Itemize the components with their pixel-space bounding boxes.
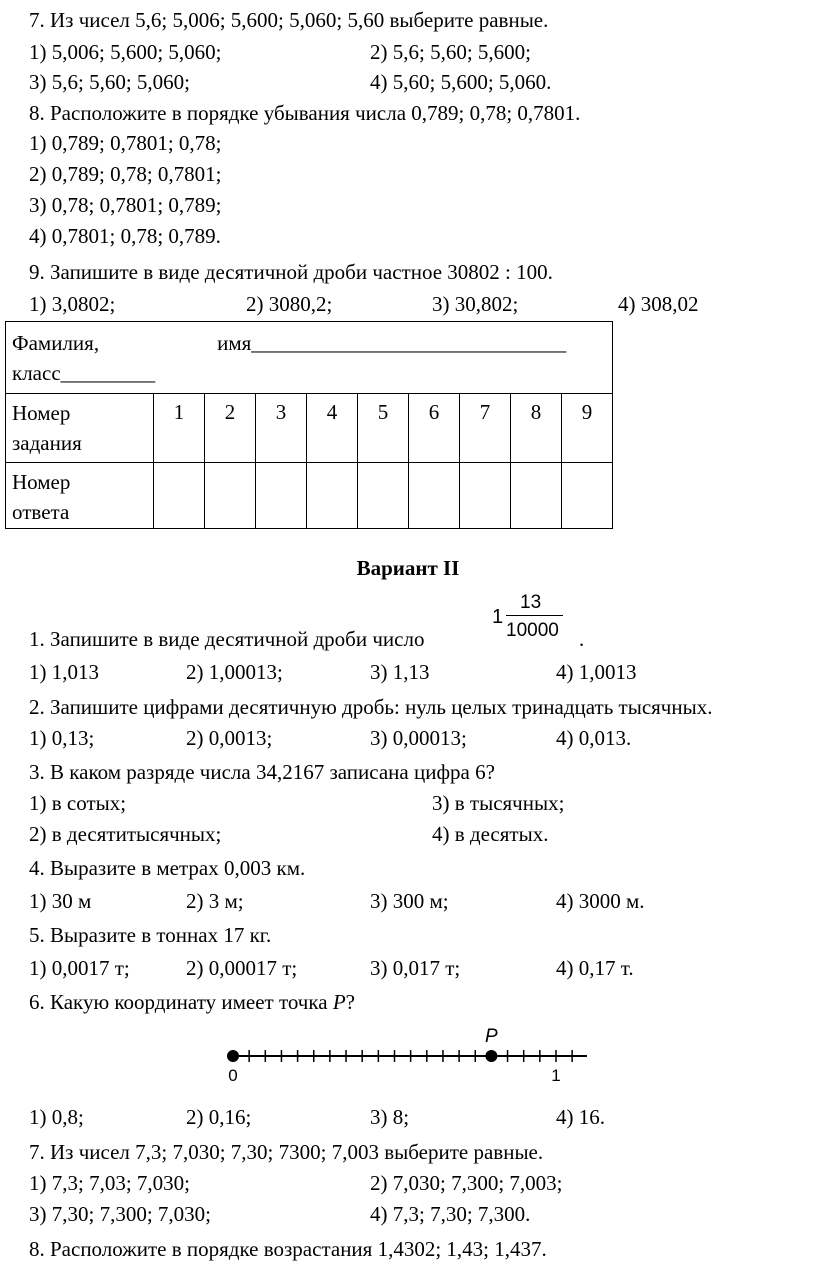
task-number-cell: 5 <box>358 394 409 463</box>
v2-q7-answer-4: 4) 7,3; 7,30; 7,300. <box>370 1202 531 1226</box>
v2-q4-answer-1: 1) 30 м <box>29 889 92 913</box>
v1-q7-answer-1: 1) 5,006; 5,600; 5,060; <box>29 40 222 64</box>
v2-q7-answer-3: 3) 7,30; 7,300; 7,030; <box>29 1202 211 1226</box>
answer-table <box>5 321 613 529</box>
v2-q1-answer-4: 4) 1,0013 <box>556 660 637 684</box>
v2-q4-text: 4. Выразите в метрах 0,003 км. <box>29 856 306 880</box>
v2-q5-answer-3: 3) 0,017 т; <box>370 956 461 980</box>
v2-q2-answer-4: 4) 0,013. <box>556 726 632 750</box>
answer-cell[interactable] <box>307 463 358 529</box>
answer-table-header <box>6 322 613 394</box>
v2-q7-answer-1: 1) 7,3; 7,03; 7,030; <box>29 1171 190 1195</box>
number-line <box>215 1018 595 1088</box>
label-zero: 0 <box>228 1066 238 1085</box>
answer-cell[interactable] <box>409 463 460 529</box>
v2-q5-answer-1: 1) 0,0017 т; <box>29 956 130 980</box>
v2-q6-answer-2: 2) 0,16; <box>186 1105 252 1129</box>
v2-q3-answer-2: 2) в десятитысячных; <box>29 822 222 846</box>
v1-q9-answer-2: 2) 3080,2; <box>246 292 333 316</box>
v1-q7-answer-2: 2) 5,6; 5,60; 5,600; <box>370 40 531 64</box>
v2-q6-answer-4: 4) 16. <box>556 1105 605 1129</box>
answer-cell[interactable] <box>562 463 613 529</box>
task-number-cell: 7 <box>460 394 511 463</box>
v2-q6-answer-1: 1) 0,8; <box>29 1105 84 1129</box>
v2-q3-answer-4: 4) в десятых. <box>432 822 549 846</box>
task-number-cell: 6 <box>409 394 460 463</box>
v2-q6-text: 6. Какую координату имеет точка P? <box>29 990 355 1014</box>
v1-q8-answer-3: 3) 0,78; 0,7801; 0,789; <box>29 193 222 217</box>
v2-q5-answer-2: 2) 0,00017 т; <box>186 956 298 980</box>
v2-q2-text: 2. Запишите цифрами десятичную дробь: нуль целых тринадцать тысячных. <box>29 695 713 719</box>
v2-q4-answer-4: 4) 3000 м. <box>556 889 645 913</box>
v1-q7-answer-4: 4) 5,60; 5,600; 5,060. <box>370 70 552 94</box>
v2-q5-answer-4: 4) 0,17 т. <box>556 956 634 980</box>
point-name: P <box>332 990 346 1014</box>
v1-q7-answer-3: 3) 5,6; 5,60; 5,060; <box>29 70 190 94</box>
v2-q3-answer-3: 3) в тысячных; <box>432 791 565 815</box>
fraction-numerator: 13 <box>520 592 542 613</box>
label-one: 1 <box>551 1066 561 1085</box>
v2-q5-text: 5. Выразите в тоннах 17 кг. <box>29 923 272 947</box>
v2-q7-text: 7. Из чисел 7,3; 7,030; 7,30; 7300; 7,003 выберите равные. <box>29 1140 544 1164</box>
answer-cell[interactable] <box>460 463 511 529</box>
answer-cell[interactable] <box>358 463 409 529</box>
mixed-fraction <box>490 592 570 646</box>
task-number-cell: 9 <box>562 394 613 463</box>
v2-q2-answer-2: 2) 0,0013; <box>186 726 273 750</box>
v1-q9-answer-3: 3) 30,802; <box>432 292 519 316</box>
v2-q2-answer-1: 1) 0,13; <box>29 726 95 750</box>
v1-q9-answer-1: 1) 3,0802; <box>29 292 116 316</box>
class-label: класс_________ <box>12 361 156 385</box>
v1-q8-answer-4: 4) 0,7801; 0,78; 0,789. <box>29 224 221 248</box>
answer-cell[interactable] <box>154 463 205 529</box>
task-number-cell: 1 <box>154 394 205 463</box>
v2-q4-answer-2: 2) 3 м; <box>186 889 244 913</box>
v2-q1-answer-2: 2) 1,00013; <box>186 660 283 684</box>
fraction-denominator: 10000 <box>506 620 559 641</box>
surname-label: Фамилия, <box>12 331 100 355</box>
task-number-cell: 8 <box>511 394 562 463</box>
v1-q8-answer-1: 1) 0,789; 0,7801; 0,78; <box>29 131 222 155</box>
point-p <box>485 1050 497 1062</box>
name-label: имя______________________________ <box>217 331 567 355</box>
v1-q8-answer-2: 2) 0,789; 0,78; 0,7801; <box>29 162 222 186</box>
answer-cell[interactable] <box>511 463 562 529</box>
task-numbers-row <box>6 394 613 463</box>
v2-q1-answer-3: 3) 1,13 <box>370 660 430 684</box>
v2-q3-text: 3. В каком разряде числа 34,2167 записана цифра 6? <box>29 760 495 784</box>
v2-q1-answer-1: 1) 1,013 <box>29 660 99 684</box>
answer-cell[interactable] <box>205 463 256 529</box>
v2-q6-answer-3: 3) 8; <box>370 1105 410 1129</box>
answer-cell[interactable] <box>256 463 307 529</box>
v2-q7-answer-2: 2) 7,030; 7,300; 7,003; <box>370 1171 563 1195</box>
task-number-cell: 2 <box>205 394 256 463</box>
v2-q2-answer-3: 3) 0,00013; <box>370 726 467 750</box>
answer-number-label: Номер ответа <box>6 463 154 529</box>
v1-q9-answer-4: 4) 308,02 <box>618 292 699 316</box>
origin-point <box>227 1050 239 1062</box>
v2-q8-text: 8. Расположите в порядке возрастания 1,4302; 1,43; 1,437. <box>29 1237 547 1261</box>
v2-q4-answer-3: 3) 300 м; <box>370 889 449 913</box>
task-number-label: Номер задания <box>6 394 154 463</box>
v1-q7-text: 7. Из чисел 5,6; 5,006; 5,600; 5,060; 5,60 выберите равные. <box>29 8 549 32</box>
v2-q1-period: . <box>579 627 585 651</box>
answer-numbers-row <box>6 463 613 529</box>
v1-q8-text: 8. Расположите в порядке убывания числа 0,789; 0,78; 0,7801. <box>29 101 581 125</box>
task-number-cell: 4 <box>307 394 358 463</box>
task-number-cell: 3 <box>256 394 307 463</box>
fraction-whole: 1 <box>492 606 504 628</box>
v2-q3-answer-1: 1) в сотых; <box>29 791 127 815</box>
variant-title: Вариант II <box>356 556 460 580</box>
fraction-bar <box>506 615 563 616</box>
v2-q1-text: 1. Запишите в виде десятичной дроби число <box>29 627 425 651</box>
v1-q9-text: 9. Запишите в виде десятичной дроби частное 30802 : 100. <box>29 260 553 284</box>
point-p-label: P <box>485 1026 498 1047</box>
